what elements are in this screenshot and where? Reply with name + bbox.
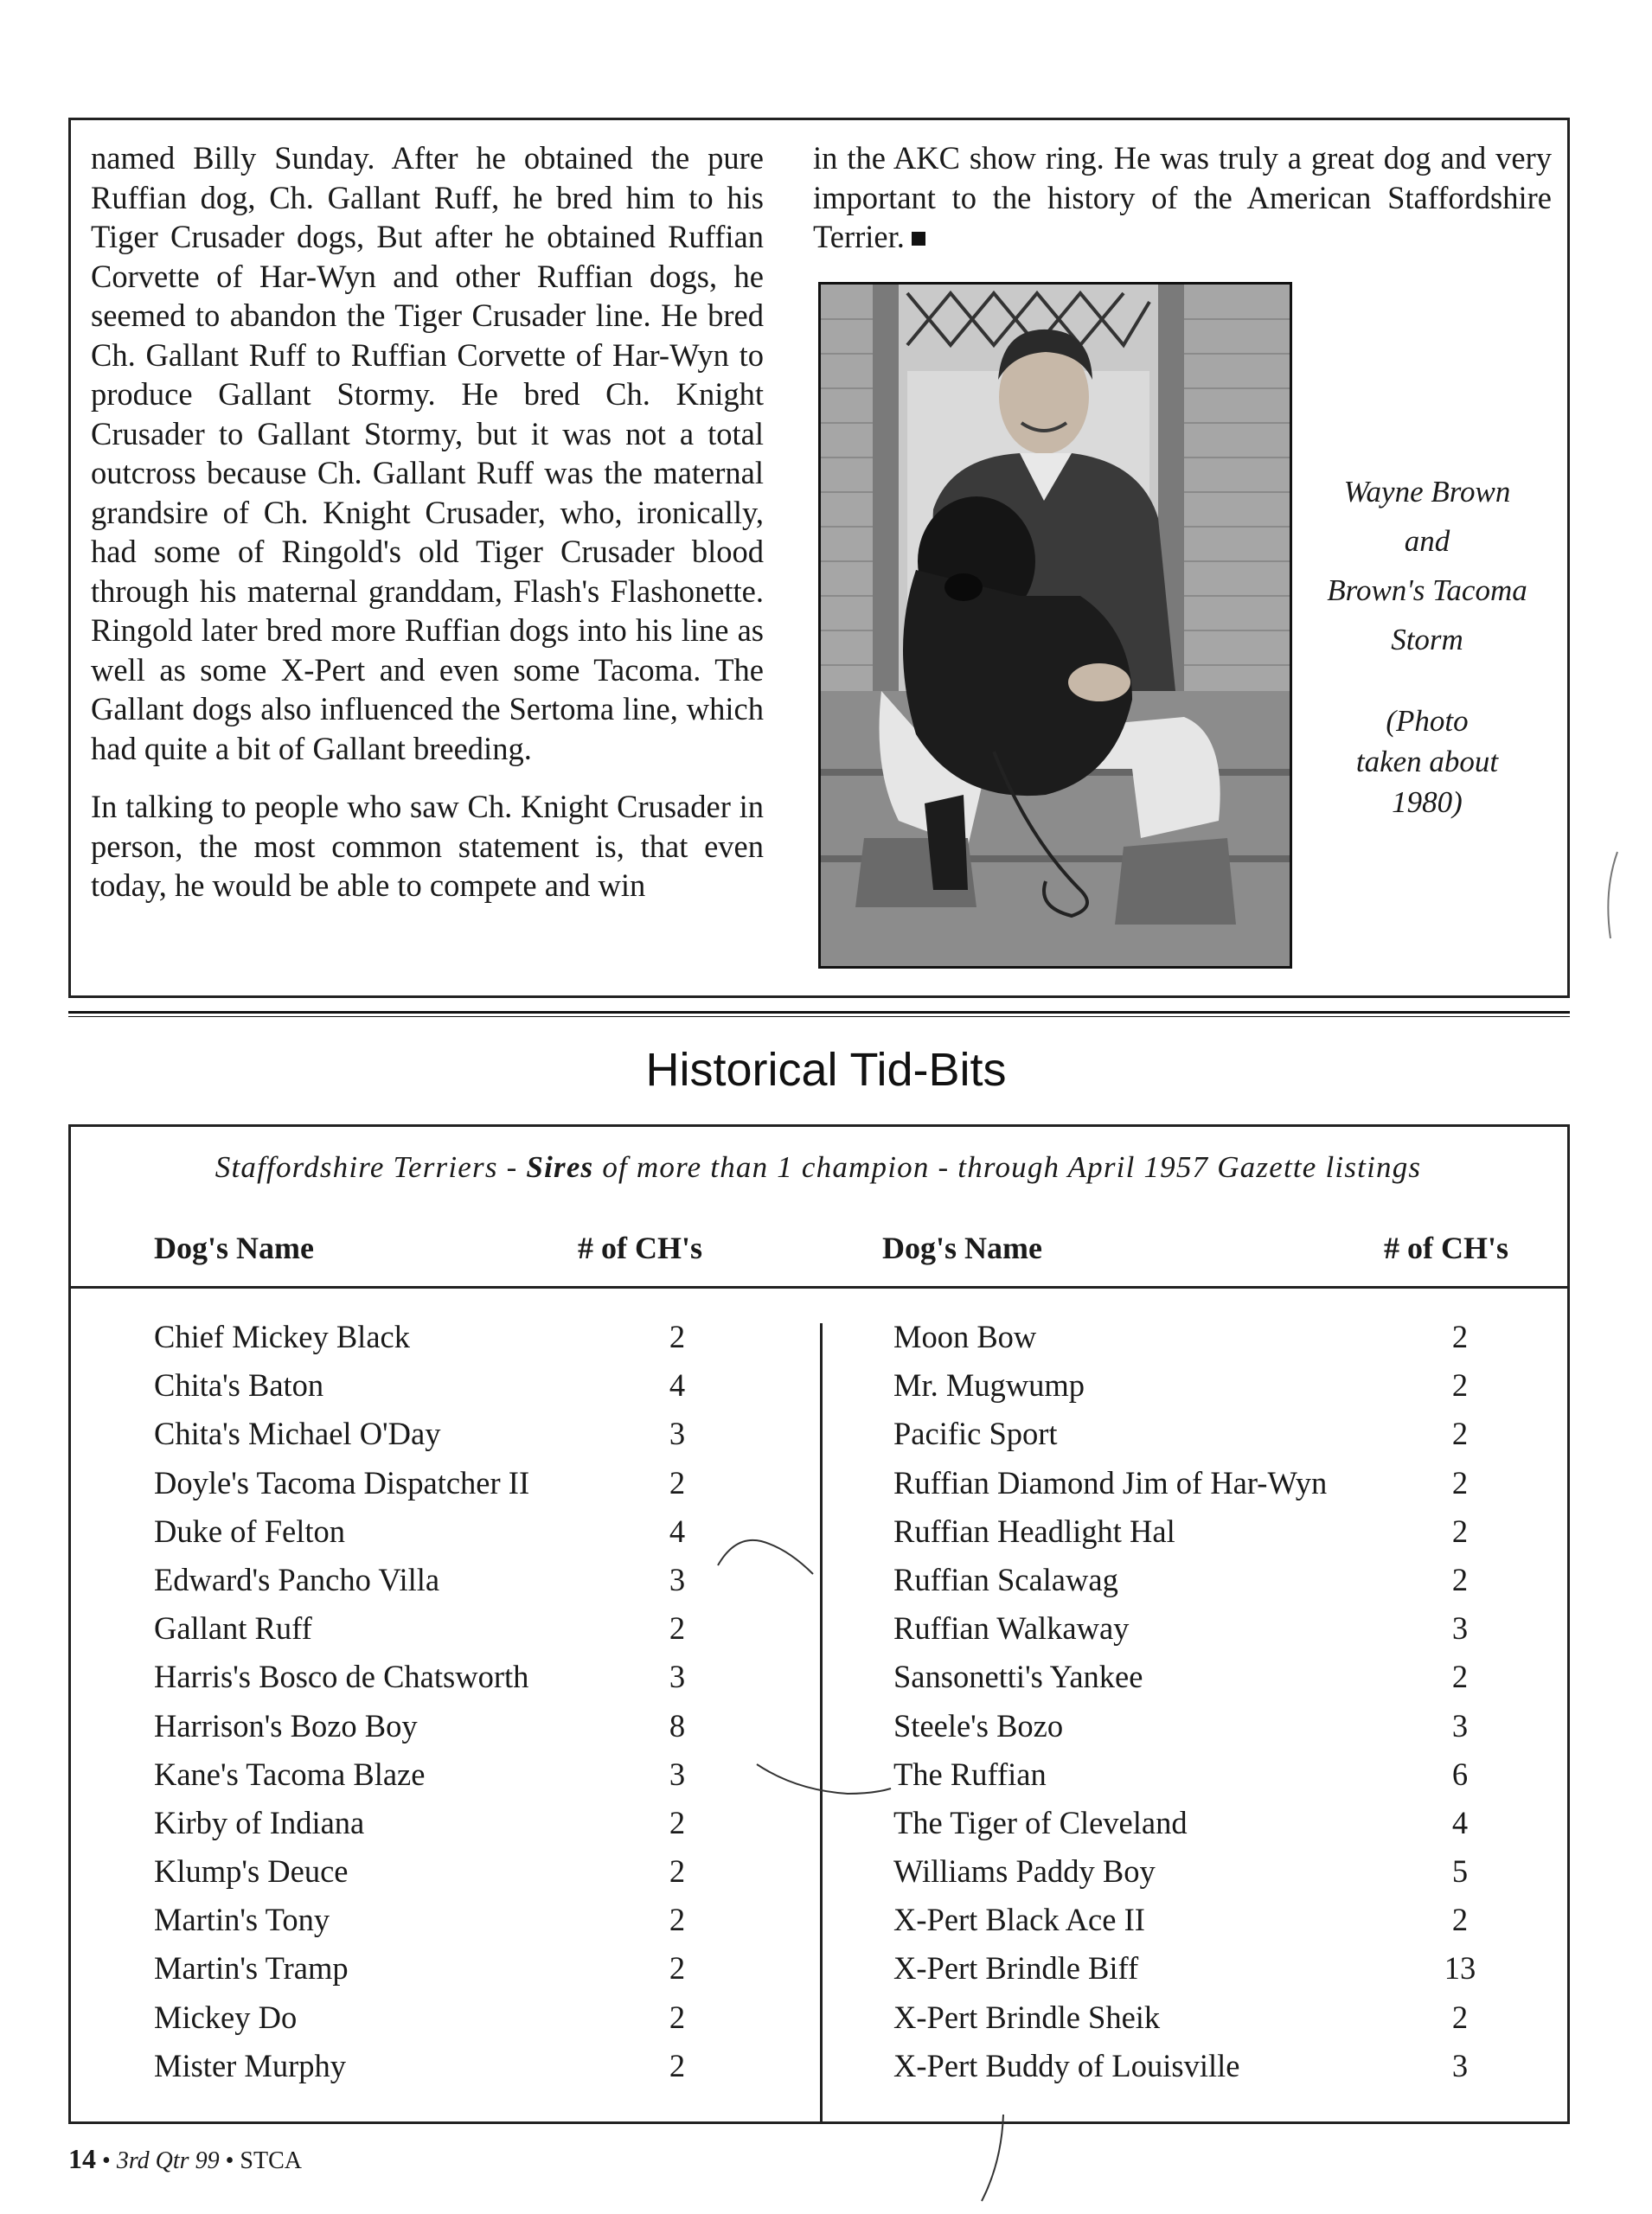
champion-count-cell: 3 xyxy=(669,1756,686,1792)
issue-label: 3rd Qtr 99 xyxy=(116,2147,220,2174)
dog-name-cell: Chita's Michael O'Day xyxy=(154,1416,441,1452)
table-row xyxy=(154,1653,708,1701)
caption-line: Brown's Tacoma xyxy=(1327,573,1527,607)
dog-name-cell: X-Pert Brindle Biff xyxy=(893,1950,1139,1987)
dog-name-cell: Pacific Sport xyxy=(893,1416,1058,1452)
table-row xyxy=(893,1604,1482,1653)
champion-count-cell: 2 xyxy=(669,1999,686,2035)
dog-name-cell: Duke of Felton xyxy=(154,1513,345,1549)
dog-name-cell: X-Pert Brindle Sheik xyxy=(893,1999,1161,2035)
champion-count-cell: 2 xyxy=(1451,1513,1469,1549)
table-row xyxy=(893,1944,1482,1993)
caption-line: Storm xyxy=(1391,623,1463,656)
champion-count-cell: 13 xyxy=(1444,1950,1476,1987)
table-row xyxy=(154,1993,708,2042)
caption-line: Wayne Brown xyxy=(1343,475,1511,509)
table-right-rows xyxy=(893,1313,1482,2090)
dog-name-cell: Harrison's Bozo Boy xyxy=(154,1707,418,1744)
table-row xyxy=(154,1556,708,1604)
champion-count-cell: 2 xyxy=(1451,1999,1469,2035)
champion-count-cell: 2 xyxy=(669,1950,686,1987)
article-paragraph: named Billy Sunday. After he obtained the pure Ruffian dog, Ch. Gallant Ruff, he bred him to his Tiger Crusader dogs, But after he obtained Ruffian Corvette of Har-Wyn and other Ruffian dogs, he seemed to abandon the Tiger Crusader line. He bred Ch. Gallant Ruff to Ruffian Corvette of Har-Wyn to produce Gallant Stormy. He bred Ch. Knight Crusader to Gallant Stormy, but it was not a total outcross because Ch. Gallant Ruff was the maternal grandsire of Ch. Knight Crusader, who, ironically, had some of Ringold's old Tiger Crusader blood through his maternal granddam, Flash's Flashonette. Ringold later bred more Ruffian dogs into his line as well as some X-Pert and even some Tacoma. The Gallant dogs also influenced the Sertoma line, which had quite a bit of Gallant breeding. xyxy=(91,140,764,766)
dog-name-cell: Mickey Do xyxy=(154,1999,298,2035)
table-row xyxy=(154,1896,708,1944)
dog-name-cell: Moon Bow xyxy=(893,1319,1037,1354)
table-subtitle xyxy=(69,1150,1567,1185)
table-header-divider xyxy=(68,1286,1570,1289)
caption-line: and xyxy=(1404,524,1450,558)
table-row xyxy=(893,2042,1482,2090)
champion-count-cell: 2 xyxy=(1451,1659,1469,1695)
table-row xyxy=(893,1653,1482,1701)
champion-count-cell: 2 xyxy=(669,1853,686,1890)
champion-count-cell: 3 xyxy=(669,1659,686,1695)
dog-name-cell: Mister Murphy xyxy=(154,2047,347,2083)
dog-name-cell: Kane's Tacoma Blaze xyxy=(154,1756,426,1792)
footer-separator: • xyxy=(102,2147,111,2174)
dog-name-cell: X-Pert Black Ace II xyxy=(893,1902,1145,1938)
table-row xyxy=(154,2042,708,2090)
table-row xyxy=(154,1410,708,1458)
table-row xyxy=(893,1507,1482,1556)
champion-count-cell: 8 xyxy=(669,1707,686,1744)
table-row xyxy=(154,1361,708,1410)
article-paragraph: in the AKC show ring. He was truly a great dog and very important to the history of the American Staffordshire Terrier. xyxy=(813,140,1552,254)
table-row xyxy=(154,1750,708,1799)
table-row xyxy=(154,1799,708,1847)
table-row xyxy=(893,1410,1482,1458)
dog-name-cell: Harris's Bosco de Chatsworth xyxy=(154,1659,529,1695)
champion-count-cell: 2 xyxy=(1451,1319,1469,1354)
table-row xyxy=(893,1459,1482,1507)
dog-name-cell: Edward's Pancho Villa xyxy=(154,1561,440,1597)
champion-count-cell: 6 xyxy=(1451,1756,1469,1792)
champion-count-cell: 2 xyxy=(1451,1902,1469,1938)
dog-name-cell: Mr. Mugwump xyxy=(893,1367,1085,1404)
champion-count-cell: 2 xyxy=(669,1804,686,1840)
column-header-champion-count: # of CH's xyxy=(578,1231,702,1265)
stray-pen-mark xyxy=(752,1756,900,1799)
champion-count-cell: 2 xyxy=(669,1464,686,1501)
photo-credit-line: 1980) xyxy=(1392,785,1463,819)
champion-count-cell: 3 xyxy=(669,1416,686,1452)
table-row xyxy=(893,1847,1482,1896)
photo-credit-line: taken about xyxy=(1355,745,1499,778)
table-row xyxy=(893,1361,1482,1410)
dog-name-cell: Gallant Ruff xyxy=(154,1610,312,1647)
article-column-right xyxy=(813,138,1552,257)
table-row xyxy=(893,1313,1482,1361)
table-subtitle-text: Staffordshire Terriers - xyxy=(215,1150,527,1184)
table-column-divider xyxy=(820,1323,823,2122)
champion-count-cell: 2 xyxy=(669,1610,686,1647)
table-row xyxy=(893,1896,1482,1944)
dog-name-cell: Sansonetti's Yankee xyxy=(893,1659,1143,1695)
stray-pen-mark xyxy=(709,1531,830,1583)
photo-credit-line: (Photo xyxy=(1386,704,1469,738)
section-heading: Historical Tid-Bits xyxy=(645,1044,1007,1096)
champion-count-cell: 3 xyxy=(1451,1610,1469,1647)
footer-separator: • xyxy=(225,2147,234,2174)
dog-name-cell: Williams Paddy Boy xyxy=(893,1853,1156,1890)
champion-count-cell: 3 xyxy=(1451,1707,1469,1744)
table-row xyxy=(154,1313,708,1361)
column-header-champion-count: # of CH's xyxy=(1384,1231,1508,1265)
dog-name-cell: The Ruffian xyxy=(893,1756,1047,1792)
champion-count-cell: 2 xyxy=(1451,1561,1469,1597)
dog-name-cell: Ruffian Headlight Hal xyxy=(893,1513,1175,1549)
page-number: 14 xyxy=(68,2143,96,2174)
champion-count-cell: 2 xyxy=(1451,1416,1469,1452)
table-row xyxy=(893,1556,1482,1604)
table-subtitle-bold-text: Sires xyxy=(526,1150,594,1184)
table-left-rows xyxy=(154,1313,708,2090)
table-row xyxy=(893,1750,1482,1799)
champion-count-cell: 2 xyxy=(669,2047,686,2083)
table-row xyxy=(893,1702,1482,1750)
stray-pen-mark xyxy=(1600,848,1626,943)
article-paragraph: In talking to people who saw Ch. Knight Crusader in person, the most common statement is, that even today, he would be able to compete and win xyxy=(91,789,764,903)
table-row xyxy=(154,1944,708,1993)
table-row xyxy=(893,1799,1482,1847)
champion-count-cell: 2 xyxy=(669,1319,686,1354)
champion-count-cell: 2 xyxy=(1451,1464,1469,1501)
photo-caption xyxy=(1297,467,1557,822)
dog-name-cell: Chita's Baton xyxy=(154,1367,324,1404)
table-row xyxy=(893,1993,1482,2042)
table-row xyxy=(154,1604,708,1653)
table-row xyxy=(154,1847,708,1896)
stray-pen-mark xyxy=(977,2110,1012,2205)
dog-name-cell: Ruffian Diamond Jim of Har-Wyn xyxy=(893,1464,1328,1501)
champion-count-cell: 4 xyxy=(669,1513,686,1549)
dog-name-cell: Martin's Tony xyxy=(154,1902,330,1938)
article-column-left xyxy=(91,138,764,925)
section-divider xyxy=(68,1011,1570,1017)
photo-wayne-brown-with-dog xyxy=(818,282,1292,969)
page-footer xyxy=(68,2143,302,2175)
table-row xyxy=(154,1459,708,1507)
dog-name-cell: Ruffian Walkaway xyxy=(893,1610,1130,1647)
dog-name-cell: X-Pert Buddy of Louisville xyxy=(893,2047,1240,2083)
champion-count-cell: 4 xyxy=(1451,1804,1469,1840)
dog-name-cell: Chief Mickey Black xyxy=(154,1319,410,1354)
publication-name: STCA xyxy=(240,2147,302,2174)
champion-count-cell: 2 xyxy=(1451,1367,1469,1404)
champion-count-cell: 2 xyxy=(669,1902,686,1938)
table-row xyxy=(154,1507,708,1556)
champion-count-cell: 3 xyxy=(1451,2047,1469,2083)
champion-count-cell: 5 xyxy=(1451,1853,1469,1890)
dog-name-cell: Kirby of Indiana xyxy=(154,1804,365,1840)
champion-count-cell: 3 xyxy=(669,1561,686,1597)
dog-name-cell: Steele's Bozo xyxy=(893,1707,1064,1744)
champion-count-cell: 4 xyxy=(669,1367,686,1404)
end-of-article-mark xyxy=(912,232,925,246)
table-subtitle-text: of more than 1 champion - through April 1957 Gazette listings xyxy=(593,1150,1422,1184)
dog-name-cell: Ruffian Scalawag xyxy=(893,1561,1118,1597)
table-row xyxy=(154,1702,708,1750)
column-header-dogs-name: Dog's Name xyxy=(154,1231,314,1265)
dog-name-cell: The Tiger of Cleveland xyxy=(893,1804,1188,1840)
dog-name-cell: Klump's Deuce xyxy=(154,1853,349,1890)
column-header-dogs-name: Dog's Name xyxy=(882,1231,1042,1265)
dog-name-cell: Doyle's Tacoma Dispatcher II xyxy=(154,1464,530,1501)
dog-name-cell: Martin's Tramp xyxy=(154,1950,349,1987)
